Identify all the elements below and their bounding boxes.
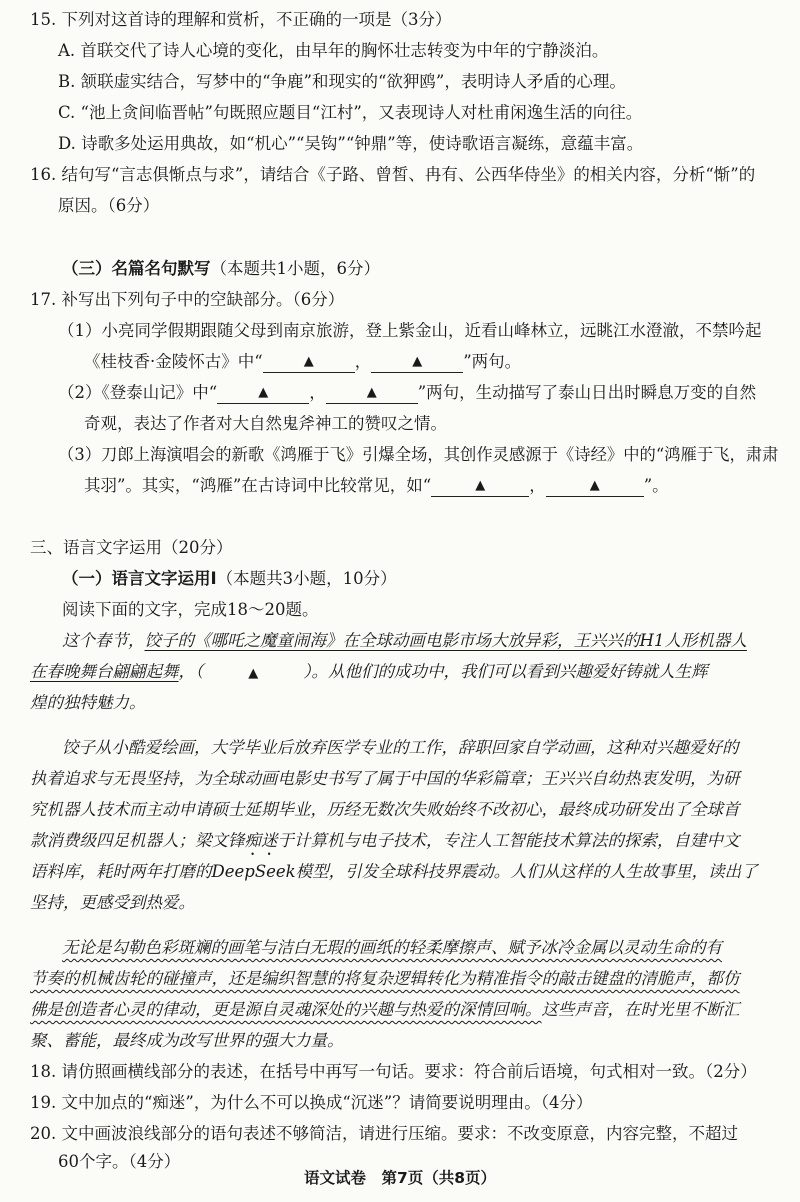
triangle-marker-icon: ▲ bbox=[366, 385, 377, 400]
q17-p2-text-c: ”两句，生动描写了泰山日出时瞬息万变的自然 bbox=[417, 383, 757, 402]
passage-text: 于计算机与电子技术，专注人工智能技术算法的探索，自建中文 bbox=[277, 831, 740, 850]
q17-p2-line1 bbox=[58, 378, 756, 408]
part3-sub-bold: （一）语言文字运用Ⅰ bbox=[62, 569, 217, 588]
wavy-underlined-text: 无论是勾勒色彩斑斓的画笔与洁白无瑕的画纸的轻柔摩擦声、赋予冰冷金属以灵动生命的有 bbox=[62, 938, 722, 957]
q20-line1: 20. 文中画波浪线部分的语句表述不够简洁，请进行压缩。要求：不改变原意，内容完整，不超过 bbox=[30, 1124, 738, 1143]
answer-blank[interactable] bbox=[217, 381, 309, 404]
q17-p1-text-b: ， bbox=[354, 352, 372, 371]
passage-p1-line3: 煌的独特魅力。 bbox=[30, 693, 146, 712]
underlined-text: 在春晚舞台翩翩起舞 bbox=[30, 662, 179, 681]
passage-text: ，（ bbox=[178, 662, 204, 681]
passage-p1-line2 bbox=[30, 657, 708, 689]
section3-heading-bold: （三）名篇名句默写 bbox=[62, 259, 211, 278]
q19: 19. 文中加点的“痴迷”，为什么不可以换成“沉迷”？请简要说明理由。（4分） bbox=[30, 1093, 593, 1112]
passage-p2-line4 bbox=[30, 826, 740, 859]
passage-p3-line2 bbox=[30, 964, 740, 994]
triangle-marker-icon: ▲ bbox=[258, 385, 269, 400]
passage-p2-line6: 坚持，更感受到热爱。 bbox=[30, 893, 195, 912]
dotted-word: 痴迷 bbox=[244, 831, 278, 850]
q17-p2-text-a: （2）《登泰山记》中“ bbox=[58, 383, 218, 402]
q17-p1-text-c: ”两句。 bbox=[463, 352, 522, 371]
passage-p3-line3 bbox=[30, 995, 740, 1025]
answer-blank[interactable] bbox=[371, 350, 463, 373]
q15-option-b: B. 颔联虚实结合，写梦中的“争鹿”和现实的“欲狎鸥”，表明诗人矛盾的心理。 bbox=[58, 72, 626, 91]
passage-p2-line2: 执着追求与无畏坚持，为全球动画电影史书写了属于中国的华彩篇章；王兴兴自幼热衷发明，为研 bbox=[30, 769, 740, 788]
q17-p3-text-b: ， bbox=[529, 476, 546, 495]
q15-option-d: D. 诗歌多处运用典故，如“机心”“吴钩”“钟鼎”等，使诗歌语言凝练，意蕴丰富。 bbox=[58, 134, 644, 153]
passage-p1-line1 bbox=[62, 626, 747, 656]
passage-text: 款消费级四足机器人；梁文锋 bbox=[30, 831, 245, 850]
triangle-marker-icon: ▲ bbox=[303, 354, 314, 369]
wavy-underlined-text: 节奏的机械齿轮的碰撞声，还是编织智慧的将复杂逻辑转化为精准指令的敲击键盘的清脆声，都仿 bbox=[30, 969, 740, 988]
q17-p3-text-a: 其羽”。其实，“鸿雁”在古诗词中比较常见，如“ bbox=[84, 476, 432, 495]
triangle-marker-icon: ▲ bbox=[412, 354, 423, 369]
q17-p2-text-b: ， bbox=[309, 383, 326, 402]
reading-instruction: 阅读下面的文字，完成18～20题。 bbox=[62, 600, 319, 619]
passage-text: 这个春节， bbox=[62, 631, 145, 650]
passage-text: ）。从他们的成功中，我们可以看到兴趣爱好铸就人生辉 bbox=[303, 662, 708, 681]
q18: 18. 请仿照画横线部分的表述，在括号中再写一句话。要求：符合前后语境，句式相对一致。（2分） bbox=[30, 1062, 757, 1081]
passage-p2-line1: 饺子从小酷爱绘画，大学毕业后放弃医学专业的工作，辞职回家自学动画，这种对兴趣爱好的 bbox=[62, 738, 739, 757]
page-footer: 语文试卷 第7页（共8页） bbox=[303, 1169, 497, 1187]
answer-blank[interactable] bbox=[431, 474, 529, 497]
q16-line2: 原因。（6分） bbox=[58, 196, 160, 215]
answer-blank[interactable] bbox=[546, 474, 644, 497]
passage-p2-line3: 究机器人技术而主动申请硕士延期毕业，历经无数次失败始终不改初心，最终成功研发出了全球首 bbox=[30, 800, 740, 819]
passage-p3-line4: 聚、蓄能，最终成为改写世界的强大力量。 bbox=[30, 1031, 344, 1050]
part3-subheading bbox=[62, 564, 397, 594]
q15-stem: 15. 下列对这首诗的理解和赏析，不正确的一项是（3分） bbox=[30, 10, 452, 29]
q20-line2: 60个字。（4分） bbox=[58, 1152, 181, 1171]
section3-heading-rest: （本题共1小题，6分） bbox=[210, 259, 380, 278]
part3-sub-rest: （本题共3小题，10分） bbox=[216, 569, 397, 588]
q17-p1-line2 bbox=[84, 347, 521, 377]
q17-p1-line1: （1）小亮同学假期跟随父母到南京旅游，登上紫金山，近看山峰林立，远眺江水澄澈，不禁吟起 bbox=[58, 321, 762, 340]
triangle-marker-icon: ▲ bbox=[475, 478, 486, 493]
section3-heading bbox=[62, 254, 380, 284]
passage-p3-line1 bbox=[62, 933, 722, 963]
q17-p3-line2 bbox=[84, 471, 669, 501]
answer-blank[interactable] bbox=[263, 350, 355, 373]
q17-stem: 17. 补写出下列句子中的空缺部分。（6分） bbox=[30, 290, 345, 309]
q15-option-a: A. 首联交代了诗人心境的变化，由早年的胸怀壮志转变为中年的宁静淡泊。 bbox=[58, 41, 609, 60]
underlined-text: 饺子的《哪吒之魔童闹海》在全球动画电影市场大放异彩，王兴兴的H1人形机器人 bbox=[144, 631, 747, 650]
triangle-marker-icon: ▲ bbox=[589, 478, 600, 493]
q17-p3-text-c: ”。 bbox=[643, 476, 669, 495]
passage-text: 这些声音，在时光里不断汇 bbox=[541, 1000, 740, 1019]
q17-p2-line2: 奇观，表达了作者对大自然鬼斧神工的赞叹之情。 bbox=[84, 414, 447, 433]
q16-line1: 16. 结句写“言志俱惭点与求”，请结合《子路、曾皙、冉有、公西华侍坐》的相关内容，分析“惭”的 bbox=[30, 165, 756, 184]
answer-blank[interactable] bbox=[326, 381, 418, 404]
wavy-underlined-text: 佛是创造者心灵的律动，更是源自灵魂深处的兴趣与热爱的深情回响。 bbox=[30, 1000, 542, 1019]
q17-p3-line1: （3）刀郎上海演唱会的新歌《鸿雁于飞》引爆全场，其创作灵感源于《诗经》中的“鸿雁于飞，肃肃 bbox=[58, 445, 779, 464]
q17-p1-text-a: 《桂枝香·金陵怀古》中“ bbox=[84, 352, 263, 371]
passage-p2-line5: 语料库，耗时两年打磨的DeepSeek模型，引发全球科技界震动。人们从这样的人生故事里，读出了 bbox=[30, 862, 758, 881]
answer-bracket-blank[interactable] bbox=[203, 657, 303, 689]
q15-option-c: C. “池上贪间临晋帖”句既照应题目“江村”，又表现诗人对杜甫闲逸生活的向往。 bbox=[58, 103, 643, 122]
triangle-marker-icon: ▲ bbox=[248, 666, 259, 681]
part3-heading: 三、语言文字运用（20分） bbox=[30, 538, 233, 557]
